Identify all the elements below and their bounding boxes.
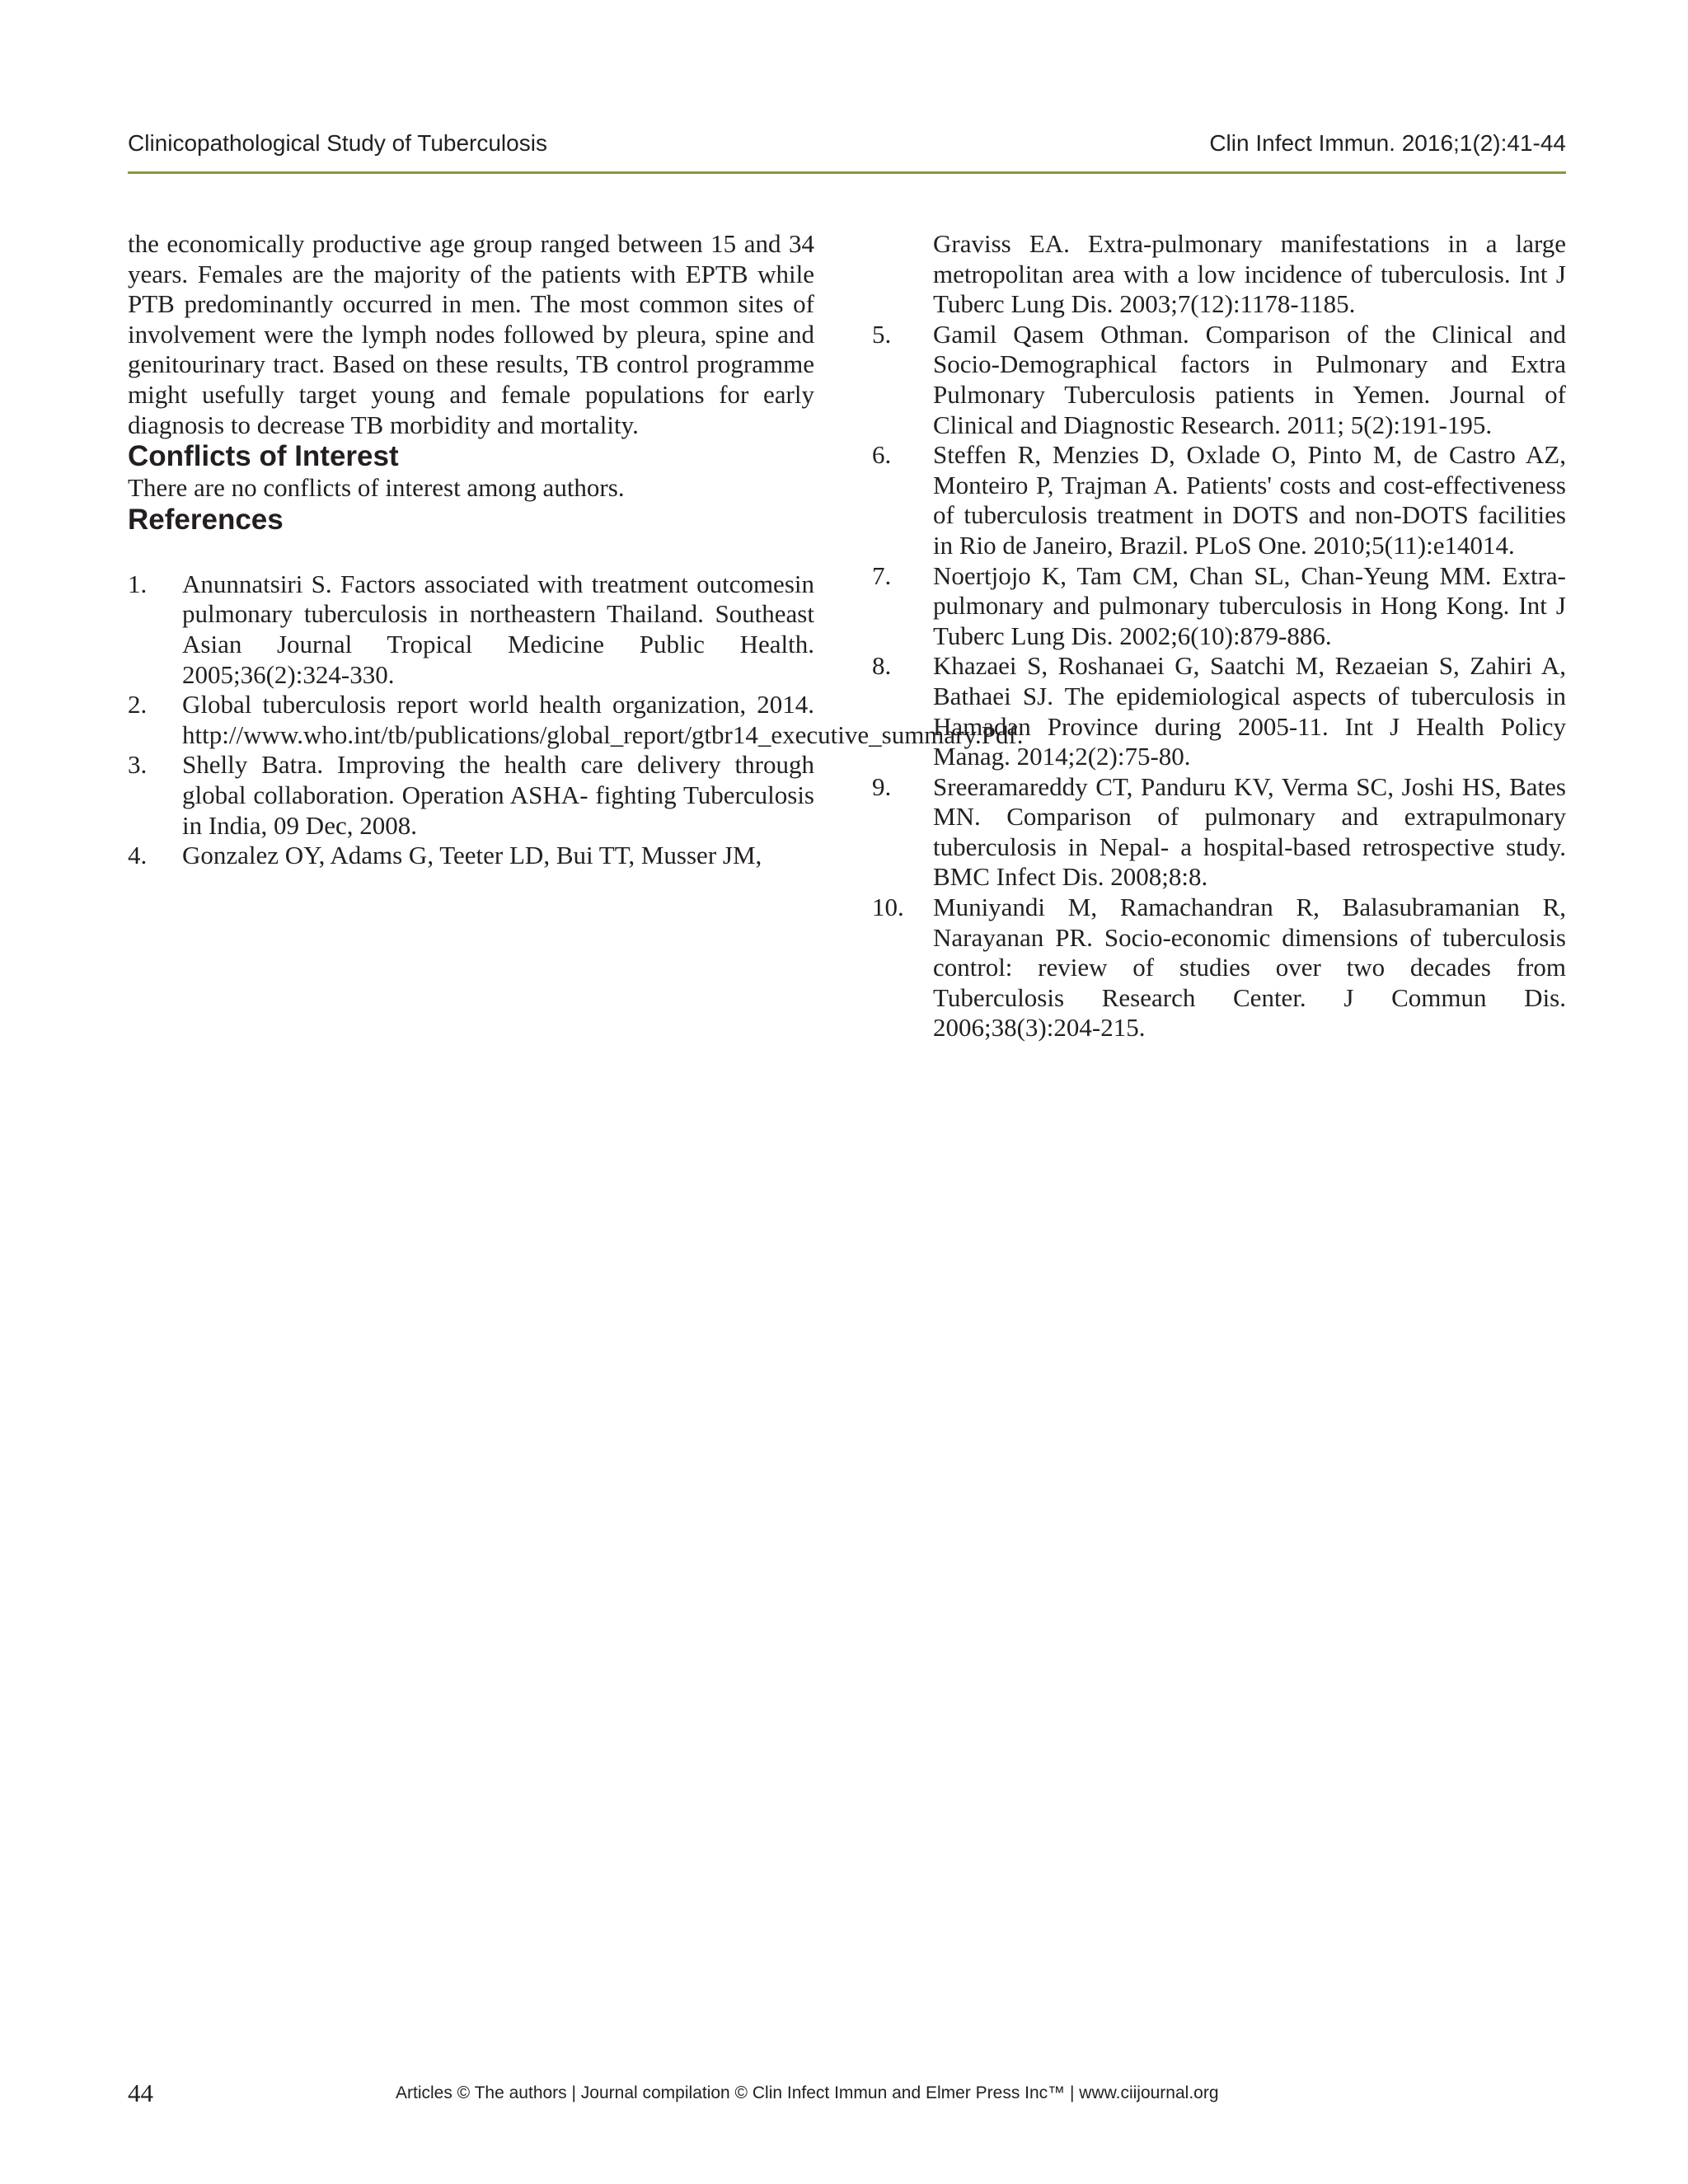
reference-text: Gamil Qasem Othman. Comparison of the Clinical and Socio-Demographical factors in Pulmonary and Extra Pulmonary Tuberculosis patients in Yemen. Journal of Clinical and Diagnostic Research. 2011; 5(2):191-195.: [933, 319, 1566, 439]
left-column: [128, 229, 1024, 871]
conflicts-heading: Conflicts of Interest: [128, 440, 399, 473]
reference-number: 6.: [872, 440, 892, 470]
reference-text: Gonzalez OY, Adams G, Teeter LD, Bui TT, Musser JM,: [182, 841, 762, 870]
reference-number: 5.: [872, 319, 892, 349]
reference-item: [128, 750, 814, 841]
reference-text: Anunnatsiri S. Factors associated with treatment outcomesin pulmonary tuberculosis in northeastern Thailand. Southeast Asian Journal Tropical Medicine Public Health. 2005;36(2):324-330.: [182, 569, 814, 689]
reference-number: 9.: [872, 771, 892, 801]
reference-item: [872, 561, 1566, 652]
reference-continuation: Graviss EA. Extra-pulmonary manifestations in a large metropolitan area with a low incidence of tuberculosis. Int J Tuberc Lung Dis. 2003;7(12):1178-1185.: [933, 229, 1566, 319]
reference-list-left: [128, 569, 1024, 871]
journal-citation: Clin Infect Immun. 2016;1(2):41-44: [1209, 130, 1566, 156]
reference-list-right: [872, 320, 1566, 1043]
reference-item: [128, 569, 814, 690]
running-header: [128, 130, 1566, 171]
reference-item: [872, 320, 1566, 440]
reference-item: [128, 690, 1024, 750]
running-title: Clinicopathological Study of Tuberculosis: [128, 130, 547, 156]
reference-text: Noertjojo K, Tam CM, Chan SL, Chan-Yeung MM. Extra-pulmonary and pulmonary tuberculosis in Hong Kong. Int J Tuberc Lung Dis. 2002;6(10):879-886.: [933, 560, 1566, 650]
right-column: [872, 229, 1566, 1043]
reference-item: [128, 841, 814, 871]
reference-number: 10.: [872, 893, 904, 922]
header-divider: [128, 171, 1566, 174]
reference-number: 2.: [128, 690, 148, 719]
reference-text: Global tuberculosis report world health organization, 2014. http://www.who.int/tb/publications/global_report/gtbr14_executive_summary.Pdf.: [182, 690, 1024, 749]
intro-paragraph: the economically productive age group ranged between 15 and 34 years. Females are the majority of the patients with EPTB while PTB predominantly occurred in men. The most common sites of involvement were the lymph nodes followed by pleura, spine and genitourinary tract. Based on these results, TB control programme might usefully target young and female populations for early diagnosis to decrease TB morbidity and mortality.: [128, 229, 814, 439]
reference-text: Khazaei S, Roshanaei G, Saatchi M, Rezaeian S, Zahiri A, Bathaei SJ. The epidemiological aspects of tuberculosis in Hamadan Province during 2005-11. Int J Health Policy Manag. 2014;2(2):75-80.: [933, 651, 1566, 771]
reference-text: Sreeramareddy CT, Panduru KV, Verma SC, Joshi HS, Bates MN. Comparison of pulmonary and extrapulmonary tuberculosis in Nepal- a hospital-based retrospective study. BMC Infect Dis. 2008;8:8.: [933, 771, 1566, 892]
reference-item: [872, 440, 1566, 560]
reference-text: Shelly Batra. Improving the health care delivery through global collaboration. Operation ASHA- fighting Tuberculosis in India, 09 Dec, 2008.: [182, 750, 814, 840]
reference-text: Steffen R, Menzies D, Oxlade O, Pinto M, de Castro AZ, Monteiro P, Trajman A. Patients' costs and cost-effectiveness of tuberculosis treatment in DOTS and non-DOTS facilities in Rio de Janeiro, Brazil. PLoS One. 2010;5(11):e14014.: [933, 440, 1566, 560]
reference-item: [872, 772, 1566, 893]
reference-number: 1.: [128, 569, 148, 598]
page-number: 44: [128, 2079, 153, 2107]
reference-number: 4.: [128, 841, 148, 870]
reference-item: [872, 893, 1566, 1043]
reference-number: 8.: [872, 651, 892, 681]
reference-text: Muniyandi M, Ramachandran R, Balasubramanian R, Narayanan PR. Socio-economic dimensions of tuberculosis control: review of studies over two decades from Tuberculosis Research Center. J Commun Dis. 2006;38(3):204-215.: [933, 893, 1566, 1043]
reference-number: 3.: [128, 750, 148, 780]
conflicts-text: There are no conflicts of interest among authors.: [128, 473, 625, 503]
reference-number: 7.: [872, 560, 892, 590]
reference-item: [872, 651, 1566, 771]
references-heading: References: [128, 503, 284, 536]
footer-credits: Articles © The authors | Journal compilation © Clin Infect Immun and Elmer Press Inc™ | www.ciijournal.org: [396, 2083, 1219, 2102]
